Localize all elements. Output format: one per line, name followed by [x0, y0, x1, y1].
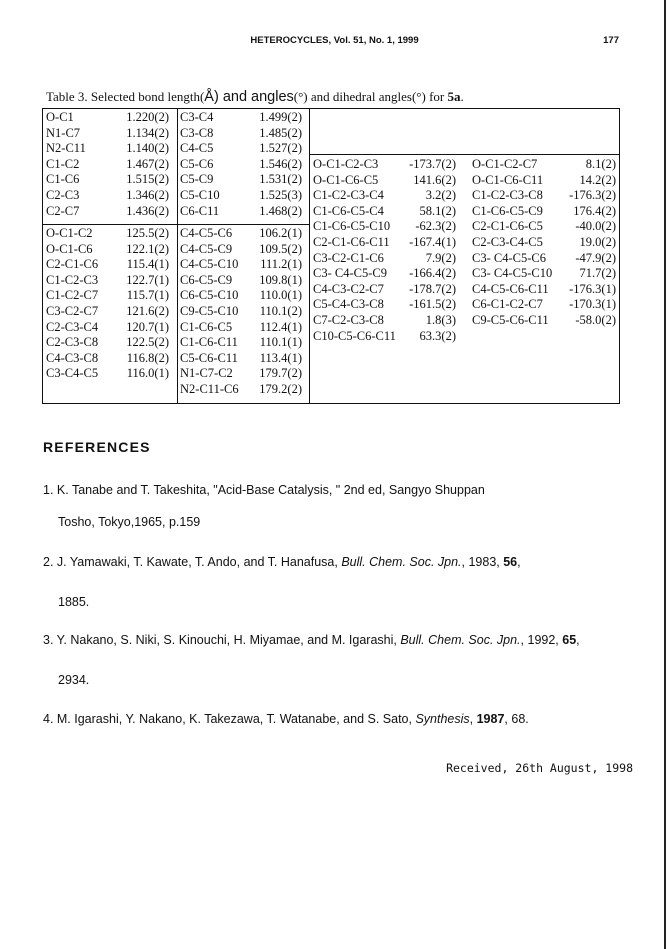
table-row	[46, 141, 169, 157]
table-row	[472, 266, 616, 282]
measured-value: 1.546(2)	[259, 156, 302, 171]
measured-value: -176.3(1)	[569, 281, 616, 296]
table-row	[180, 157, 302, 173]
measured-value: 122.1(2)	[126, 241, 169, 256]
atom-label: C10-C5-C6-C11	[313, 328, 396, 343]
atom-label: C1-C2-C3-C8	[472, 188, 543, 203]
received-date: Received, 26th August, 1998	[446, 761, 633, 775]
table-row	[313, 173, 456, 189]
measured-value: 1.468(2)	[259, 203, 302, 218]
measured-value: 120.7(1)	[126, 319, 169, 334]
measured-value: 8.1(2)	[585, 157, 616, 171]
table-row	[313, 313, 456, 329]
measured-value: 116.0(1)	[126, 366, 169, 381]
table-row	[180, 335, 302, 351]
table-row	[46, 351, 169, 367]
measured-value: 1.134(2)	[126, 125, 169, 140]
table-row	[180, 226, 302, 242]
reference-4-sep: ,	[469, 712, 477, 726]
measured-value: -62.3(2)	[415, 219, 456, 234]
measured-value: 1.220(2)	[126, 110, 169, 124]
measured-value: 116.8(2)	[126, 350, 169, 365]
measured-value: 179.7(2)	[259, 366, 302, 381]
atom-label: C3-C4-C5	[46, 366, 99, 381]
atom-label: C4-C5-C10	[180, 257, 239, 272]
table-row	[180, 288, 302, 304]
atom-label: C6-C11	[180, 203, 220, 218]
caption-mid: ) and angles	[213, 89, 294, 105]
atom-label: N1-C7-C2	[180, 366, 233, 381]
table-row	[472, 282, 616, 298]
atom-label: C1-C2-C3-C4	[313, 188, 384, 203]
table-row	[472, 157, 616, 173]
dihedral-col-1	[313, 157, 456, 344]
atom-label: C1-C2	[46, 156, 80, 171]
atom-label: C1-C6-C5	[180, 319, 233, 334]
measured-value: 1.515(2)	[126, 172, 169, 187]
table-row	[472, 313, 616, 329]
atom-label: C2-C3-C4	[46, 319, 99, 334]
caption-rest: (°) and dihedral angles(°) for	[293, 89, 448, 104]
atom-label: N2-C11-C6	[180, 381, 239, 396]
table-row	[180, 351, 302, 367]
table-row	[46, 320, 169, 336]
measured-value: 3.2(2)	[425, 188, 456, 203]
table-row	[46, 288, 169, 304]
measured-value: 125.5(2)	[126, 226, 169, 240]
table-row	[180, 273, 302, 289]
atom-label: C2-C1-C6	[46, 257, 99, 272]
atom-label: O-C1-C6-C5	[313, 172, 379, 187]
measured-value: 115.4(1)	[126, 257, 169, 272]
table-row	[313, 251, 456, 267]
measured-value: 1.527(2)	[259, 141, 302, 156]
table-row	[180, 257, 302, 273]
atom-label: O-C1-C6	[46, 241, 93, 256]
measured-value: 14.2(2)	[579, 172, 616, 187]
measured-value: 1.525(3)	[259, 187, 302, 202]
dihedral-col-2	[472, 157, 616, 329]
measured-value: 122.5(2)	[126, 335, 169, 350]
measured-value: 141.6(2)	[413, 172, 456, 187]
reference-2-line-1	[43, 555, 521, 570]
table-row	[46, 366, 169, 382]
measured-value: 112.4(1)	[259, 319, 302, 334]
reference-3-year: , 1992,	[520, 633, 563, 647]
caption-compound: 5a	[447, 89, 461, 104]
running-header	[0, 35, 669, 49]
table-row	[180, 188, 302, 204]
reference-3-journal: Bull. Chem. Soc. Jpn.	[400, 633, 521, 647]
atom-label: C9-C5-C6-C11	[472, 312, 549, 327]
atom-label: C1-C6-C5-C4	[313, 203, 384, 218]
reference-1-line-2: Tosho, Tokyo,1965, p.159	[58, 515, 201, 529]
page-edge-rule	[664, 0, 666, 949]
table-hline-left	[43, 224, 310, 225]
atom-label: C6-C5-C9	[180, 272, 233, 287]
measured-value: -173.7(2)	[409, 157, 456, 171]
table-row	[46, 172, 169, 188]
atom-label: C5-C4-C3-C8	[313, 297, 384, 312]
table-row	[180, 126, 302, 142]
table-row	[46, 126, 169, 142]
atom-label: C3-C2-C1-C6	[313, 250, 384, 265]
table-row	[472, 251, 616, 267]
reference-3-line-2: 2934.	[58, 673, 90, 687]
measured-value: -178.7(2)	[409, 281, 456, 296]
measured-value: -40.0(2)	[575, 219, 616, 234]
table-row	[180, 382, 302, 398]
reference-4-journal: Synthesis	[415, 712, 470, 726]
measured-value: 1.531(2)	[259, 172, 302, 187]
caption-unit: Å	[204, 89, 214, 105]
atom-label: C6-C5-C10	[180, 288, 239, 303]
journal-header: HETEROCYCLES, Vol. 51, No. 1, 1999	[250, 35, 419, 46]
table-row	[313, 219, 456, 235]
table-row	[46, 257, 169, 273]
atom-label: C1-C2-C3	[46, 272, 99, 287]
table-row	[46, 273, 169, 289]
table-row	[472, 297, 616, 313]
atom-label: C9-C5-C10	[180, 303, 239, 318]
atom-label: C2-C3-C4-C5	[472, 234, 543, 249]
atom-label: O-C1-C6-C11	[472, 172, 544, 187]
table-row	[46, 304, 169, 320]
atom-label: C4-C5-C9	[180, 241, 233, 256]
atom-label: C5-C9	[180, 172, 214, 187]
table-row	[46, 157, 169, 173]
atom-label: O-C1-C2-C7	[472, 157, 538, 171]
atom-label: C1-C6-C5-C10	[313, 219, 391, 234]
reference-2-suffix: ,	[517, 555, 521, 569]
measured-value: 63.3(2)	[419, 328, 456, 343]
table-row	[180, 141, 302, 157]
bond-length-col-2	[180, 110, 302, 219]
measured-value: 176.4(2)	[573, 203, 616, 218]
reference-2	[43, 555, 643, 615]
reference-4-pages: , 68.	[504, 712, 529, 726]
atom-label: C1-C6-C5-C9	[472, 203, 543, 218]
measured-value: 115.7(1)	[126, 288, 169, 303]
table-row	[180, 204, 302, 220]
table-row	[313, 235, 456, 251]
measured-value: 121.6(2)	[126, 303, 169, 318]
table-vline-1	[177, 109, 178, 403]
atom-label: C3- C4-C5-C9	[313, 266, 387, 281]
reference-3	[43, 633, 643, 693]
table-row	[46, 204, 169, 220]
atom-label: C3-C2-C7	[46, 303, 99, 318]
reference-2-journal: Bull. Chem. Soc. Jpn.	[341, 555, 462, 569]
table-row	[313, 204, 456, 220]
measured-value: 109.5(2)	[259, 241, 302, 256]
atom-label: N1-C7	[46, 125, 81, 140]
reference-4-authors: 4. M. Igarashi, Y. Nakano, K. Takezawa, T. Watanabe, and S. Sato,	[43, 712, 416, 726]
caption-prefix: Table 3. Selected bond length(	[46, 89, 205, 104]
atom-label: C1-C2-C7	[46, 288, 99, 303]
measured-value: -166.4(2)	[409, 266, 456, 281]
atom-label: C4-C5-C6	[180, 226, 233, 240]
table-row	[472, 204, 616, 220]
table-row	[472, 219, 616, 235]
measured-value: 7.9(2)	[425, 250, 456, 265]
atom-label: N2-C11	[46, 141, 86, 156]
measured-value: 1.467(2)	[126, 156, 169, 171]
atom-label: C5-C6	[180, 156, 214, 171]
page-number: 177	[603, 35, 619, 46]
bond-length-col-1	[46, 110, 169, 219]
table-row	[46, 188, 169, 204]
table-row	[46, 226, 169, 242]
table-row	[46, 242, 169, 258]
atom-label: O-C1-C2-C3	[313, 157, 379, 171]
measured-value: -176.3(2)	[569, 188, 616, 203]
atom-label: C6-C1-C2-C7	[472, 297, 543, 312]
atom-label: C5-C6-C11	[180, 350, 238, 365]
table-hline-right	[309, 154, 619, 155]
reference-3-line-1	[43, 633, 580, 648]
measured-value: 1.485(2)	[259, 125, 302, 140]
reference-3-suffix: ,	[576, 633, 580, 647]
table-row	[46, 335, 169, 351]
measured-value: 106.2(1)	[259, 226, 302, 240]
table-row	[313, 329, 456, 345]
table-row	[180, 366, 302, 382]
table-row	[180, 172, 302, 188]
atom-label: C5-C10	[180, 187, 220, 202]
table-row	[472, 188, 616, 204]
atom-label: C1-C6	[46, 172, 80, 187]
table-row	[180, 110, 302, 126]
atom-label: C3-C4	[180, 110, 214, 124]
measured-value: 109.8(1)	[259, 272, 302, 287]
table-row	[180, 304, 302, 320]
atom-label: C3-C8	[180, 125, 214, 140]
measured-value: -58.0(2)	[575, 312, 616, 327]
table-row	[180, 320, 302, 336]
atom-label: C2-C1-C6-C11	[313, 234, 390, 249]
reference-2-authors: 2. J. Yamawaki, T. Kawate, T. Ando, and T. Hanafusa,	[43, 555, 342, 569]
reference-4-year: 1987	[476, 712, 505, 726]
atom-label: O-C1	[46, 110, 74, 124]
table-row	[46, 110, 169, 126]
measured-value: -167.4(1)	[409, 234, 456, 249]
table-row	[313, 297, 456, 313]
atom-label: C4-C3-C2-C7	[313, 281, 384, 296]
measured-value: 110.1(2)	[259, 303, 302, 318]
atom-label: C4-C5-C6-C11	[472, 281, 549, 296]
table-row	[472, 173, 616, 189]
bond-angle-col-2	[180, 226, 302, 398]
measured-value: 1.499(2)	[259, 110, 302, 124]
reference-2-volume: 56	[503, 555, 518, 569]
measured-value: -170.3(1)	[569, 297, 616, 312]
measured-value: 1.436(2)	[126, 203, 169, 218]
atom-label: C2-C3-C8	[46, 335, 99, 350]
reference-4-line-1	[43, 712, 529, 727]
atom-label: C3- C4-C5-C10	[472, 266, 553, 281]
measured-value: 122.7(1)	[126, 272, 169, 287]
table-row	[313, 157, 456, 173]
table-row	[313, 188, 456, 204]
reference-1-line-1: 1. K. Tanabe and T. Takeshita, "Acid-Base Catalysis, " 2nd ed, Sangyo Shuppan	[43, 483, 485, 497]
measured-value: 179.2(2)	[259, 381, 302, 396]
table-row	[180, 242, 302, 258]
measured-value: 1.346(2)	[126, 187, 169, 202]
atom-label: C3- C4-C5-C6	[472, 250, 546, 265]
table-row	[472, 235, 616, 251]
reference-4	[43, 712, 643, 732]
measured-value: 71.7(2)	[579, 266, 616, 281]
references-heading: REFERENCES	[43, 439, 151, 455]
reference-3-authors: 3. Y. Nakano, S. Niki, S. Kinouchi, H. Miyamae, and M. Igarashi,	[43, 633, 401, 647]
measured-value: 110.0(1)	[259, 288, 302, 303]
atom-label: C1-C6-C11	[180, 335, 238, 350]
measured-value: 111.2(1)	[260, 257, 302, 272]
measured-value: -161.5(2)	[409, 297, 456, 312]
measured-value: 1.8(3)	[425, 312, 456, 327]
measured-value: 58.1(2)	[419, 203, 456, 218]
reference-2-line-2: 1885.	[58, 595, 90, 609]
table-caption	[46, 89, 464, 105]
measured-value: 113.4(1)	[259, 350, 302, 365]
atom-label: C4-C5	[180, 141, 214, 156]
atom-label: C7-C2-C3-C8	[313, 312, 384, 327]
bond-data-table	[42, 108, 620, 404]
atom-label: C4-C3-C8	[46, 350, 99, 365]
measured-value: -47.9(2)	[575, 250, 616, 265]
measured-value: 1.140(2)	[126, 141, 169, 156]
caption-end: .	[460, 89, 464, 104]
atom-label: O-C1-C2	[46, 226, 93, 240]
measured-value: 110.1(1)	[259, 335, 302, 350]
atom-label: C2-C7	[46, 203, 80, 218]
table-row	[313, 266, 456, 282]
atom-label: C2-C3	[46, 187, 80, 202]
reference-1	[43, 483, 643, 543]
atom-label: C2-C1-C6-C5	[472, 219, 543, 234]
reference-2-year: , 1983,	[461, 555, 504, 569]
reference-3-volume: 65	[562, 633, 577, 647]
table-row	[313, 282, 456, 298]
measured-value: 19.0(2)	[579, 234, 616, 249]
bond-angle-col-1	[46, 226, 169, 382]
